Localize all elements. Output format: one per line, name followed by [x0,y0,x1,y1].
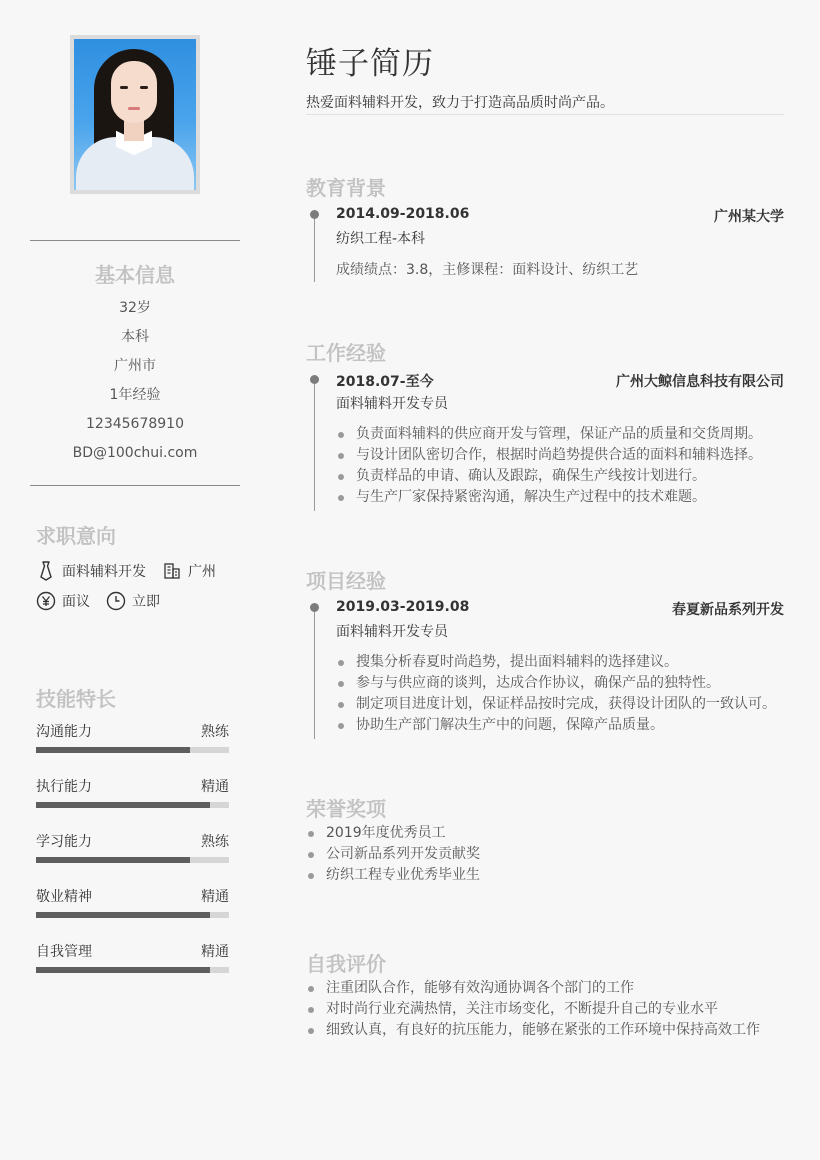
skill-bar [36,912,229,918]
divider [306,114,784,115]
work-entry [306,373,784,511]
education-school: 广州某大学 [714,209,784,225]
timeline-dot [310,210,319,219]
education-title: 教育背景 [306,176,386,200]
basic-info-city: 广州市 [114,358,156,374]
skill-level: 熟练 [201,834,229,850]
education-entry [306,208,784,282]
education-period: 2014.09-2018.06 [336,206,470,222]
skill-item [36,774,229,808]
basic-info-education: 本科 [121,329,149,345]
page-title: 锤子简历 [306,46,434,82]
basic-info-experience: 1年经验 [109,387,161,403]
list-item: 制定项目进度计划，保证样品按时完成，获得设计团队的一致认可。 [336,694,776,715]
list-item: 注重团队合作，能够有效沟通协调各个部门的工作 [306,978,760,999]
project-name: 春夏新品系列开发 [672,602,784,618]
basic-info-email: BD@100chui.com [72,445,198,461]
work-period: 2018.07-至今 [336,374,434,390]
project-period: 2019.03-2019.08 [336,599,470,615]
honors-title: 荣誉奖项 [306,797,386,821]
work-company: 广州大鲸信息科技有限公司 [616,374,784,390]
skill-item [36,719,229,753]
skill-level: 精通 [201,944,229,960]
project-title: 项目经验 [306,569,386,593]
main-content [306,0,784,1160]
job-intent-availability: 立即 [106,591,160,611]
basic-info-title: 基本信息 [95,263,175,287]
motto: 热爱面料辅料开发，致力于打造高品质时尚产品。 [306,95,614,111]
skill-level: 熟练 [201,724,229,740]
skill-name: 自我管理 [36,944,92,960]
skill-bar [36,967,229,973]
skill-bar [36,802,229,808]
list-item: 与设计团队密切合作，根据时尚趋势提供合适的面料和辅料选择。 [336,445,762,466]
list-item: 负责面料辅料的供应商开发与管理，保证产品的质量和交货周期。 [336,424,762,445]
sidebar [0,0,270,1160]
list-item: 与生产厂家保持紧密沟通，解决生产过程中的技术难题。 [336,487,762,508]
list-item: 对时尚行业充满热情，关注市场变化，不断提升自己的专业水平 [306,999,760,1020]
list-item: 搜集分析春夏时尚趋势，提出面料辅料的选择建议。 [336,652,776,673]
skill-item [36,884,229,918]
clock-icon [106,591,126,611]
basic-info-list [30,297,240,471]
timeline-dot [310,603,319,612]
skill-level: 精通 [201,889,229,905]
list-item: 参与与供应商的谈判，达成合作协议，确保产品的独特性。 [336,673,776,694]
skill-name: 沟通能力 [36,724,92,740]
skill-name: 执行能力 [36,779,92,795]
timeline-line [314,210,315,282]
list-item: 负责样品的申请、确认及跟踪，确保生产线按计划进行。 [336,466,762,487]
building-icon [162,561,182,581]
timeline-line [314,603,315,739]
list-item: 协助生产部门解决生产中的问题，保障产品质量。 [336,715,776,736]
project-role: 面料辅料开发专员 [336,624,448,640]
skills-title: 技能特长 [36,687,116,711]
education-detail: 成绩绩点：3.8，主修课程：面料设计、纺织工艺 [336,262,639,278]
skill-bar [36,857,229,863]
divider [30,485,240,486]
skill-item [36,829,229,863]
divider [30,240,240,241]
skill-name: 学习能力 [36,834,92,850]
job-intent-city: 广州 [162,561,216,581]
self-eval-list [306,978,760,1041]
skill-level: 精通 [201,779,229,795]
work-duties [336,424,762,508]
job-intent-row-2 [36,591,176,611]
list-item: 2019年度优秀员工 [306,823,480,844]
self-eval-title: 自我评价 [306,952,386,976]
skill-item [36,939,229,973]
job-intent-title: 求职意向 [36,524,116,548]
list-item: 公司新品系列开发贡献奖 [306,844,480,865]
project-entry [306,601,784,739]
list-item: 纺织工程专业优秀毕业生 [306,865,480,886]
basic-info-age: 32岁 [119,300,151,316]
profile-photo [70,35,200,194]
skill-bar [36,747,229,753]
honors-list [306,823,480,886]
work-title: 工作经验 [306,341,386,365]
job-intent-row-1 [36,561,232,581]
tie-icon [36,561,56,581]
list-item: 细致认真，有良好的抗压能力，能够在紧张的工作环境中保持高效工作 [306,1020,760,1041]
basic-info-phone: 12345678910 [86,416,184,432]
project-duties [336,652,776,736]
skill-name: 敬业精神 [36,889,92,905]
yen-icon [36,591,56,611]
job-intent-salary: 面议 [36,591,90,611]
timeline-line [314,375,315,511]
education-major: 纺织工程-本科 [336,231,426,247]
job-intent-position: 面料辅料开发 [36,561,146,581]
timeline-dot [310,375,319,384]
work-role: 面料辅料开发专员 [336,396,448,412]
